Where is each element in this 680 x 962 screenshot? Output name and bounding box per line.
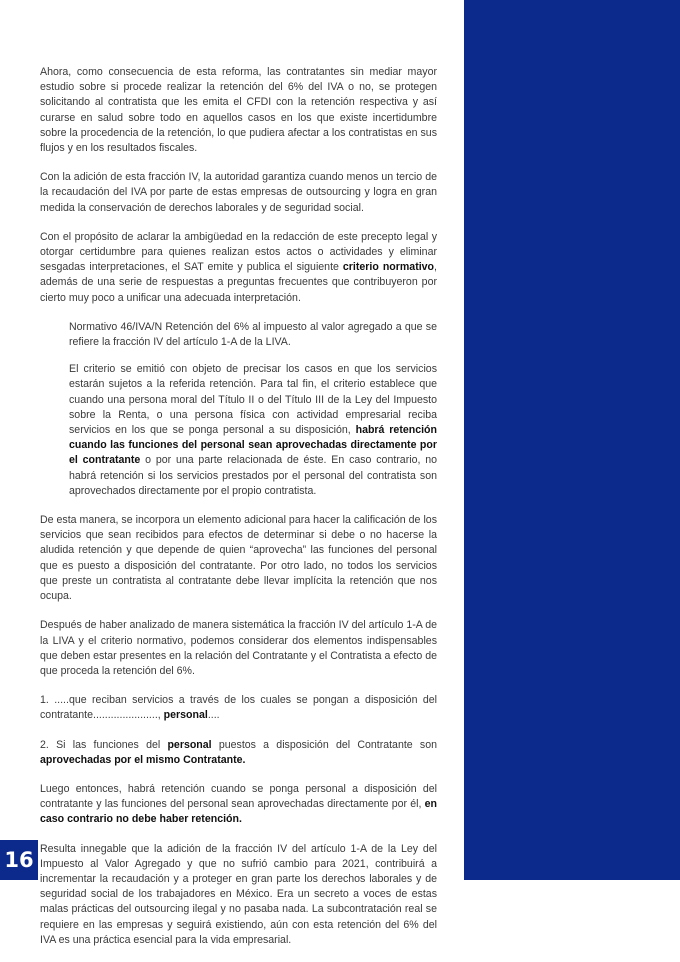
quote-paragraph	[69, 362, 437, 499]
text-span: ....	[207, 709, 220, 722]
paragraph	[40, 230, 437, 306]
text-span: o por una parte relacionada de éste. En caso contrario, no habrá retención si los servicios prestados por el personal del contratista son aprovechados directamente por el propio contratista.	[69, 454, 437, 497]
list-item	[40, 693, 437, 723]
page-number: 16	[0, 840, 38, 880]
sidebar-band	[464, 0, 680, 880]
bold-text: aprovechadas por el mismo Contratante.	[40, 753, 246, 766]
text-span: Con el propósito de aclarar la ambigüedad en la redacción de este precepto legal y otorgar certidumbre para quienes realizan estos actos o actividades y eliminar sesgadas interpretaciones, el SAT emite y publica el siguiente	[40, 230, 437, 274]
paragraph: Resulta innegable que la adición de la fracción IV del artículo 1-A de la Ley del Impuesto al Valor Agregado y que no sufrió cambio para 2021, contribuirá a incrementar la recaudación y a proteger en gran parte los derechos laborales y de seguridad social de los trabajadores en México. Era un secreto a voces de estas malas prácticas del outsourcing ilegal y no pasaba nada. La subcontratación real se requiere en las empresas y seguirá existiendo, aún con esta retención del 6% del IVA es una práctica esencial para la vida empresarial.	[40, 842, 437, 946]
text-span: 1. .....que reciban servicios a través de los cuales se pongan a disposición del contratante......................,	[40, 694, 437, 722]
paragraph: De esta manera, se incorpora un elemento adicional para hacer la calificación de los servicios que sean recibidos para efectos de determinar si debe o no hacerse la aludida retención y que depende de quien “aprovecha” las funciones del personal que es puesto a disposición del contratante. Por otro lado, no todos los servicios que preste un contratista al contratante debe llevar implícita la retención que nos ocupa.	[40, 514, 437, 603]
text-span: Luego entonces, habrá retención cuando se ponga personal a disposición del contratante y las funciones del personal sean aprovechadas directamente por él,	[40, 782, 437, 811]
paragraph: Con la adición de esta fracción IV, la autoridad garantiza cuando menos un tercio de la recaudación del IVA por parte de estas empresas de outsourcing y logra en gran medida la conservación de derechos laborales y de seguridad social.	[40, 171, 437, 214]
paragraph: Después de haber analizado de manera sistemática la fracción IV del artículo 1-A de la LIVA y el criterio normativo, podemos considerar dos elementos indispensables que deben estar presentes en la relación del Contratante y el Contratista a efecto de que proceda la retención del 6%.	[40, 619, 437, 677]
text-span: puestos a disposición del Contratante son	[211, 738, 437, 751]
bold-text: personal	[167, 738, 212, 751]
bold-text: en caso contrario no debe haber retención.	[40, 798, 437, 826]
bold-text: habrá retención cuando las funciones del personal sean aprovechadas directamente por el contratante	[69, 424, 437, 467]
quote-title: Normativo 46/IVA/N Retención del 6% al impuesto al valor agregado a que se refiere la fracción IV del artículo 1-A de la LIVA.	[69, 320, 437, 349]
paragraph	[40, 782, 437, 828]
article-body	[40, 65, 437, 962]
list-item	[40, 738, 437, 768]
paragraph: Ahora, como consecuencia de esta reforma, las contratantes sin mediar mayor estudio sobre si procede realizar la retención del 6% del IVA o no, se protegen solicitando al contratista que les emita el CFDI con la retención respectiva y así curarse en salud sobre todo en aquellos casos en los que existe incertidumbre sobre la procedencia de la retención, lo que pudiera afectar a los contratistas en sus flujos y en los resultados fiscales.	[40, 66, 437, 155]
text-span: , además de una serie de respuestas a preguntas frecuentes que contribuyeron por cierto muy poco a unificar una adecuada interpretación.	[40, 261, 437, 304]
text-span: 2. Si las funciones del	[40, 738, 168, 751]
text-span: El criterio se emitió con objeto de precisar los casos en que los servicios estarán sujetos a la referida retención. Para tal fin, el criterio establece que cuando una persona moral del Título II o del Título III de la Ley del Impuesto sobre la Renta, o una persona física con actividad empresarial reciba servicios en los que se ponga personal a su disposición,	[69, 363, 437, 437]
bold-text: criterio normativo	[342, 261, 435, 274]
bold-text: personal	[163, 709, 208, 722]
